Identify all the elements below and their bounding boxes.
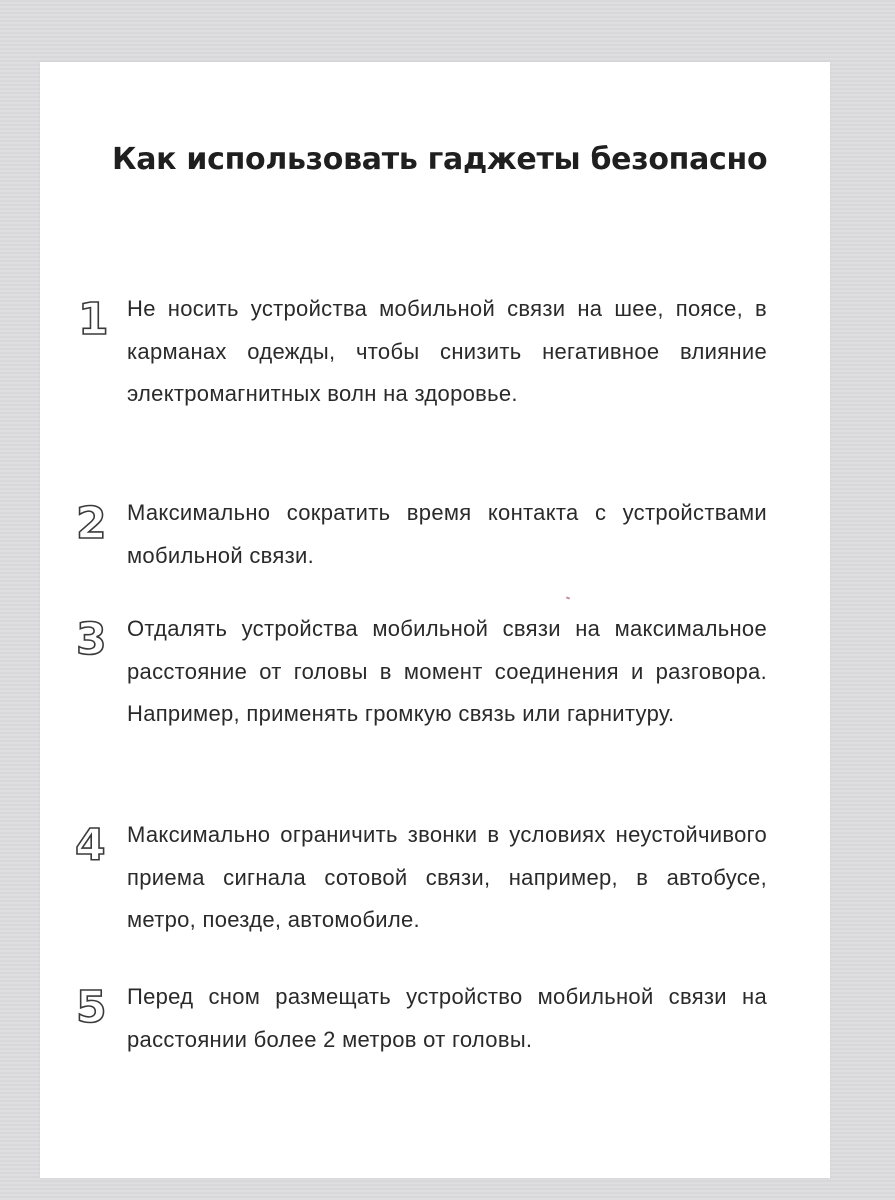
page-title: Как использовать гаджеты безопасно [112, 142, 768, 177]
svg-text:1: 1 [78, 294, 109, 340]
item-text: Максимально сократить время контакта с устройствами мобильной связи. [127, 500, 767, 568]
item-text: Максимально ограничить звонки в условиях неустойчивого приема сигнала сотовой связи, например, в автобусе, метро, поезде, автомобиле. [127, 822, 767, 932]
number-4-icon [72, 818, 120, 866]
number-3-icon [72, 612, 120, 660]
number-5-icon [72, 980, 120, 1028]
svg-text:5: 5 [76, 982, 107, 1028]
svg-text:2: 2 [76, 498, 107, 544]
item-text: Отдалять устройства мобильной связи на максимальное расстояние от головы в момент соединения и разговора. Например, применять громкую связь или гарнитуру. [127, 616, 767, 726]
svg-text:3: 3 [76, 614, 107, 660]
svg-text:4: 4 [75, 820, 106, 866]
number-1-icon [72, 292, 120, 340]
number-2-icon [72, 496, 120, 544]
item-text: Перед сном размещать устройство мобильной связи на расстоянии более 2 метров от головы. [127, 984, 767, 1052]
item-text: Не носить устройства мобильной связи на шее, поясе, в карманах одежды, чтобы снизить негативное влияние электромагнитных волн на здоровье. [127, 296, 767, 406]
